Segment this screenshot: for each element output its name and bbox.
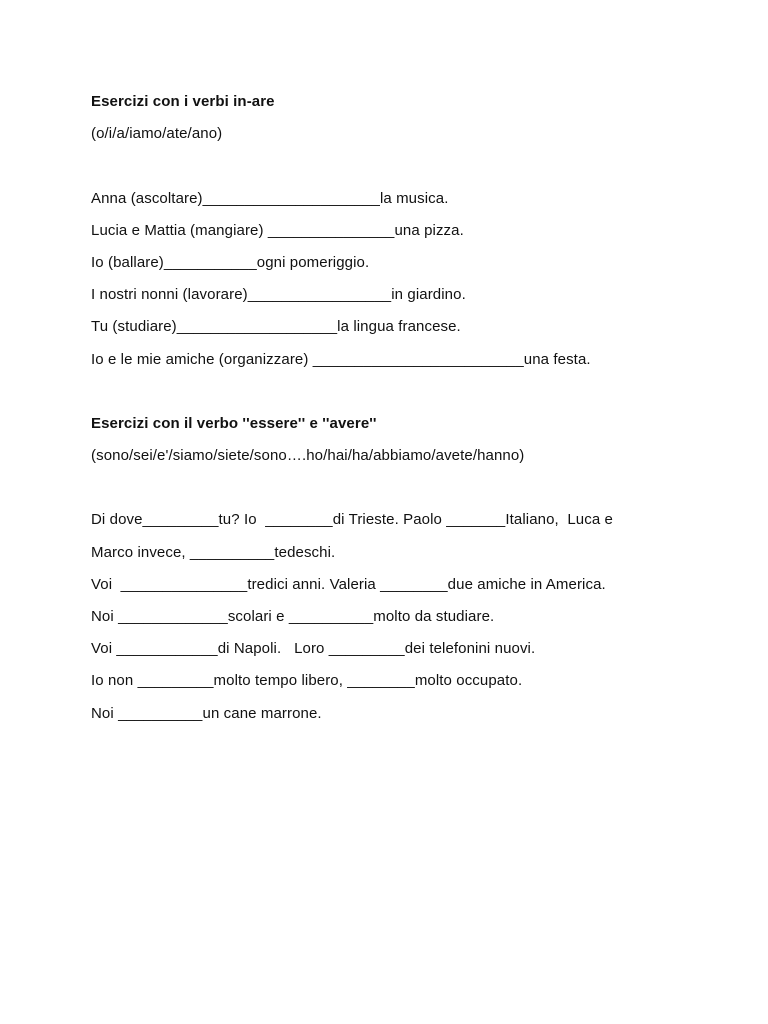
exercise-line: Tu (studiare)___________________la lingua francese. xyxy=(91,318,461,336)
section2-title: Esercizi con il verbo ''essere'' e ''avere'' xyxy=(91,414,377,432)
spacer xyxy=(91,150,731,182)
exercise-line: I nostri nonni (lavorare)_________________in giardino. xyxy=(91,286,466,304)
exercise-line: Io (ballare)___________ogni pomeriggio. xyxy=(91,253,370,271)
exercise-line: Io non _________molto tempo libero, ________molto occupato. xyxy=(91,672,523,690)
exercise-line: Io e le mie amiche (organizzare) _________________________una festa. xyxy=(91,350,591,368)
exercise-line: Lucia e Mattia (mangiare) _______________una pizza. xyxy=(91,221,464,239)
exercise-line: Marco invece, __________tedeschi. xyxy=(91,543,336,561)
exercise-line: Voi _______________tredici anni. Valeria ________due amiche in America. xyxy=(91,575,606,593)
section2-endings: (sono/sei/e'/siamo/siete/sono….ho/hai/ha/abbiamo/avete/hanno) xyxy=(91,447,525,465)
exercise-line: Noi __________un cane marrone. xyxy=(91,704,322,722)
exercise-line: Anna (ascoltare)_____________________la musica. xyxy=(91,189,449,207)
exercise-line: Voi ____________di Napoli. Loro _________dei telefonini nuovi. xyxy=(91,640,536,658)
exercise-line: Di dove_________tu? Io ________di Trieste. Paolo _______Italiano, Luca e xyxy=(91,511,613,529)
section1-title: Esercizi con i verbi in-are xyxy=(91,93,275,110)
section1-endings: (o/i/a/iamo/ate/ano) xyxy=(91,125,223,143)
spacer xyxy=(91,472,731,504)
worksheet-page xyxy=(91,86,731,730)
spacer xyxy=(91,376,731,408)
exercise-line: Noi _____________scolari e __________molto da studiare. xyxy=(91,608,495,625)
